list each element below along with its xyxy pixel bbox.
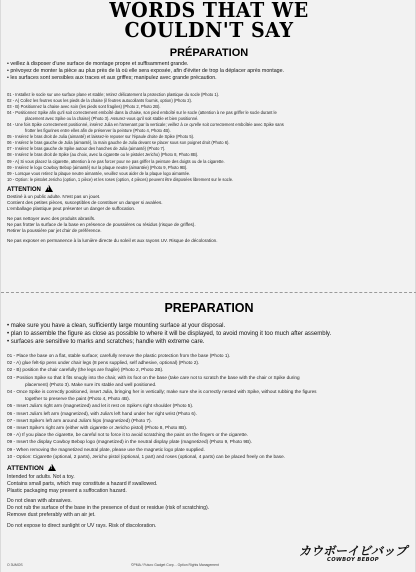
fr-warning: L'emballage plastique peut présenter un danger de suffocation. (7, 206, 136, 211)
fr-warning: Contient des petites pièces, susceptibles de constituer un danger si avalées. (7, 200, 163, 205)
title-line-2: COULDN'T SAY (124, 18, 294, 43)
fr-step: placement avec Spike ou la chaise) (Photo 3). Assurez-vous qu'il soit stable et bien positionné. (25, 116, 199, 122)
en-step: 02 - B) position the chair carefully (the legs are fragile) (Photo 2, Photo 2B). (7, 367, 164, 373)
fr-preparation-heading: PRÉPARATION (169, 47, 249, 59)
en-step: together to preserve the paint (Photo 4, Photo 4B). (25, 396, 131, 402)
en-warning: Do not clean with abrasives. (7, 498, 72, 505)
fr-warning: Ne pas frotter la surface de la base en présence de poussières ou résidus (risque de griffes). (7, 222, 196, 227)
en-step: placement) (Photo 3). Make sure it's stable and well positioned. (25, 381, 157, 387)
fr-attention-label: ATTENTION (7, 187, 41, 193)
en-attention-label: ATTENTION (7, 465, 44, 472)
en-warning: Remove dust preferably with an air jet. (7, 511, 96, 518)
en-step: 01 - Place the base on a flat, stable surface; carefully remove the plastic protection from the base (Photo 1). (7, 353, 231, 358)
fr-step: 06 - Insérez le bras gauche de Julia (aimanté), la main gauche de Julia devant se placer sous son poignet droit (Photo 6). (7, 140, 230, 146)
en-step: 03 - Position Spike so that it fits snugly into the chair, with its foot on the base (take care not to scratch the base with the chair or Spike during (7, 374, 300, 380)
section-divider (1, 292, 416, 293)
fr-attention (7, 185, 53, 193)
en-step: 09 - Insert the display Cowboy Bebop logo (magnetized) in the neutral display plate (magnetized) (Photo 9, Photo 9B). (7, 439, 252, 445)
fr-step: 08 - Insérez le bras droit de Spike (au choix, avec la cigarette ou le pistolet Jericho) (Photo 8, Photo 8B). (7, 152, 199, 158)
en-step: 02 - A) glue felt-tip pens under chair legs (8 pens supplied, self adhesive, optional) (Photo 2). (7, 360, 200, 366)
en-preparation-heading: PREPARATION (164, 301, 254, 315)
en-warning: Do not rub the surface of the base in the presence of dust or residue (risk of scratching). (7, 505, 210, 512)
fr-step: 04 - Une fois Spike correctement positionné, insérez Julia en l'amenant par la verticale; veillez à ce qu'elle soit correctement emboîtée avec Spike sans (7, 122, 284, 128)
copyright-text: ©PMA / Futuro Gadget Corp. - Option Rights Management (131, 563, 219, 567)
en-warning: Contains small parts, which may constitute a hazard if swallowed. (7, 480, 158, 487)
fr-step: 07 - Insérez le bras gauche de Spike autour des hanches de Julia (aimanté) (Photo 7). (7, 146, 166, 152)
cowboy-bebop-logo (299, 545, 407, 563)
en-warning: Plastic packaging may present a suffocation hazard. (7, 487, 127, 494)
fr-bullets (7, 61, 411, 83)
en-attention (7, 464, 56, 472)
fr-step: 04 - Positionnez Spike afin qu'il soit correctement emboîté dans la chaise, son pied emboîté sur le socle (attention à ne pas griffer le socle durant le (7, 110, 277, 116)
fr-step: 02 - A) Collez les feutres sous les pieds de la chaise (il feutres autocollants fournis, option) (Photo 2). (7, 98, 193, 104)
en-step: 10 - Option: Cigarette (optional, 2 parts), Jericho pistol (optional, 1 part) and roses (optional, 4 parts) can be placed freely on the base. (7, 453, 286, 459)
product-code: O 3UMOS (7, 563, 23, 567)
document-title (1, 1, 416, 41)
fr-steps (7, 92, 411, 183)
fr-step: 10 - Option: le pistolet Jericho (option, 1 pièce) et les roses (option, 4 pièces) peuvent être disposées librement sur le socle. (7, 176, 234, 182)
warning-icon (48, 464, 56, 471)
en-warning: Intended for adults. Not a toy. (7, 474, 75, 480)
en-step: 08 - Insert Spike's right arm (either with cigarette or Jericho pistol) (Photo 8, Photo 8B). (7, 425, 188, 431)
fr-step: 03 - B) Positionnez la chaise avec soin (les pieds sont fragiles) (Photo 2, Photo 2B). (7, 104, 161, 110)
en-bullet: • plan to assemble the figure as close as possible to where it will be displayed, to avoid moving it too much after assembly. (7, 331, 332, 337)
logo-japanese: カウボーイビバップ (298, 544, 407, 558)
en-bullets (7, 322, 411, 346)
title-line-1: WORDS THAT WE (109, 0, 309, 23)
fr-bullet: • prévoyez de monter la pièce au plus près de là où elle sera exposée, afin d'éviter de trop la déplacer après montage. (7, 68, 284, 75)
fr-bullet: • veillez à disposer d'une surface de montage propre et suffisamment grande. (7, 61, 189, 67)
en-step: 06 - Insert Julia's left arm (magnetized), with Julia's left hand under her right wrist (Photo 6). (7, 410, 197, 416)
en-step: 05 - Insert Julia's right arm (magnetized) and let it rest on Spike's right shoulder (Photo 5). (7, 403, 194, 409)
en-step: 09 - A) If you place the cigarette, be careful not to force it to avoid scratching the paint on the fingers or the cigarette. (7, 432, 249, 438)
fr-step: frotter les figurines entre elles afin de préserver la peinture (Photo 4, Photo 4B). (25, 128, 171, 134)
en-step: 09 - When removing the magnetized neutral plate, please use the magnetic logo plate supplied. (7, 446, 205, 452)
fr-step: 05 - Insérez le bras droit de Julia (aimanté) et laissez-le reposer sur l'épaule droite de Spike (Photo 5). (7, 134, 195, 140)
fr-warning: Ne pas exposer en permanence à la lumière directe du soleil et aux rayons UV. Risque de décoloration. (7, 238, 218, 243)
fr-step: 09 - A) Si vous placez la cigarette, attention à ne pas forcer pour ne pas griffer la peinture des doigts ou de la cigarette. (7, 158, 225, 164)
warning-icon (45, 185, 53, 192)
fr-step: 01 - Installez le socle sur une surface plane et stable; retirez délicatement la protection plastique du socle (Photo 1). (7, 92, 220, 97)
en-bullet: • make sure you have a clean, sufficiently large mounting surface at your disposal. (7, 323, 226, 329)
fr-bullet: • les surfaces sont sensibles aux traces et aux griffes; manipulez avec grande précaution. (7, 75, 217, 82)
en-steps (7, 352, 411, 460)
en-step: 07 - Insert Spike's left arm around Julia's hips (magnetized) (Photo 7). (7, 417, 152, 423)
fr-step: 09 - Insérez le logo Cowboy Bebop (aimanté) sur la plaque neutre (aimantée) (Photo 9, Photo 9B). (7, 164, 188, 170)
en-warnings (7, 474, 411, 530)
en-warning: Do not expose to direct sunlight or UV rays. Risk of discoloration. (7, 522, 157, 529)
fr-warnings (7, 194, 411, 244)
logo-english: COWBOY BEBOP (327, 557, 379, 563)
en-bullet: • surfaces are sensitive to marks and scratches; handle with extreme care. (7, 339, 205, 345)
fr-step: 09 - Lorsque vous retirez la plaque neutre aimantée, veuillez vous aider de la plaque logo aimantée. (7, 170, 191, 176)
fr-warning: Retirer la poussière par jet d'air de préférence. (7, 228, 102, 233)
en-step: 04 - Once Spike is correctly positioned, insert Julia, bringing her in vertically; make sure she is correctly nested with Spike, without rubbing the figures (7, 389, 317, 395)
fr-warning: Destiné à un public adulte. N'est pas un jouet. (7, 194, 101, 199)
fr-warning: Ne pas nettoyer avec des produits abrasifs. (7, 216, 96, 221)
